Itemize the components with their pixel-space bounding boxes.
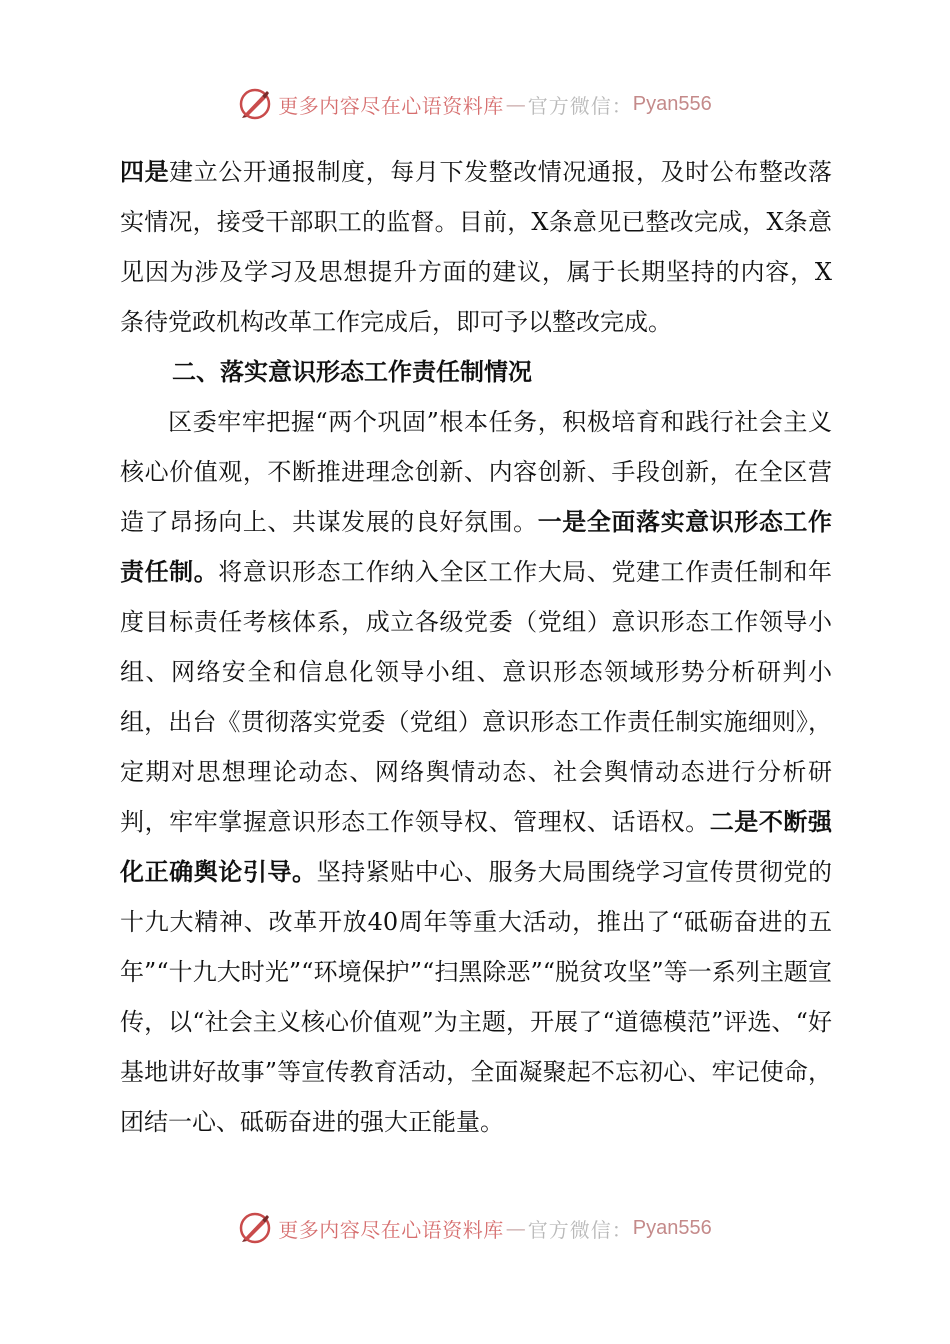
pen-circle-logo-icon [238,87,272,121]
watermark-wechat-label: 官方微信： [527,93,633,118]
point-one-text: 将意识形态工作纳入全区工作大局、党建工作责任制和年度目标责任考核体系，成立各级党委（党组）意识形态工作领导小组、网络安全和信息化领导小组、意识形态领域形势分析研判小组，出台《贯彻落实党委（党组）意识形态工作责任制实施细则》，定期对思想理论动态、网络舆情动态、社会舆情动态进行分析研判，牢牢掌握意识形态工作领导权、管理权、话语权。 [120,558,833,836]
paragraph-intro: 区委牢牢把握“两个巩固”根本任务，积极培育和践行社会主义核心价值观，不断推进理念创新、内容创新、手段创新，在全区营造了昂扬向上、共谋发展的良好氛围。 [120,408,832,536]
watermark-brand-text: 更多内容尽在心语资料库 [278,93,504,118]
watermark-banner-bottom [0,1208,950,1248]
watermark-wechat-label: 官方微信： [527,1217,633,1242]
point-two-text: 坚持紧贴中心、服务大局围绕学习宣传贯彻党的十九大精神、改革开放40周年等重大活动，推出了“砥砺奋进的五年”“十九大时光”“环境保护”“扫黑除恶”“脱贫攻坚”等一系列主题宣传，以“社会主义核心价值观”为主题，开展了“道德模范”评选、“好基地讲好故事”等宣传教育活动，全面凝聚起不忘初心、牢记使命，团结一心、砥砺奋进的强大正能量。 [120,858,833,1136]
watermark-wechat-handle: Pyan556 [632,92,712,115]
paragraph-text: 建立公开通报制度，每月下发整改情况通报，及时公布整改落实情况，接受干部职工的监督。目前，X条意见已整改完成，X条意见因为涉及学习及思想提升方面的建议，属于长期坚持的内容，X条待党政机构改革工作完成后，即可予以整改完成。 [120,158,833,336]
watermark-dash: — [505,1216,526,1240]
watermark-banner-top [0,84,950,124]
watermark-dash: — [505,92,526,116]
paragraph-ideology [120,397,832,1147]
point-two-title: 二是不断强化正确舆论引导。 [120,808,833,886]
watermark-brand-text: 更多内容尽在心语资料库 [278,1217,504,1242]
point-one-title: 一是全面落实意识形态工作责任制。 [120,508,833,586]
document-body [120,147,832,1147]
paragraph-four-is [120,147,832,347]
watermark-wechat-handle: Pyan556 [632,1216,712,1239]
section-heading-2: 二、落实意识形态工作责任制情况 [172,358,532,386]
pen-circle-logo-icon [238,1211,272,1245]
paragraph-lead-bold: 四是 [120,158,170,186]
